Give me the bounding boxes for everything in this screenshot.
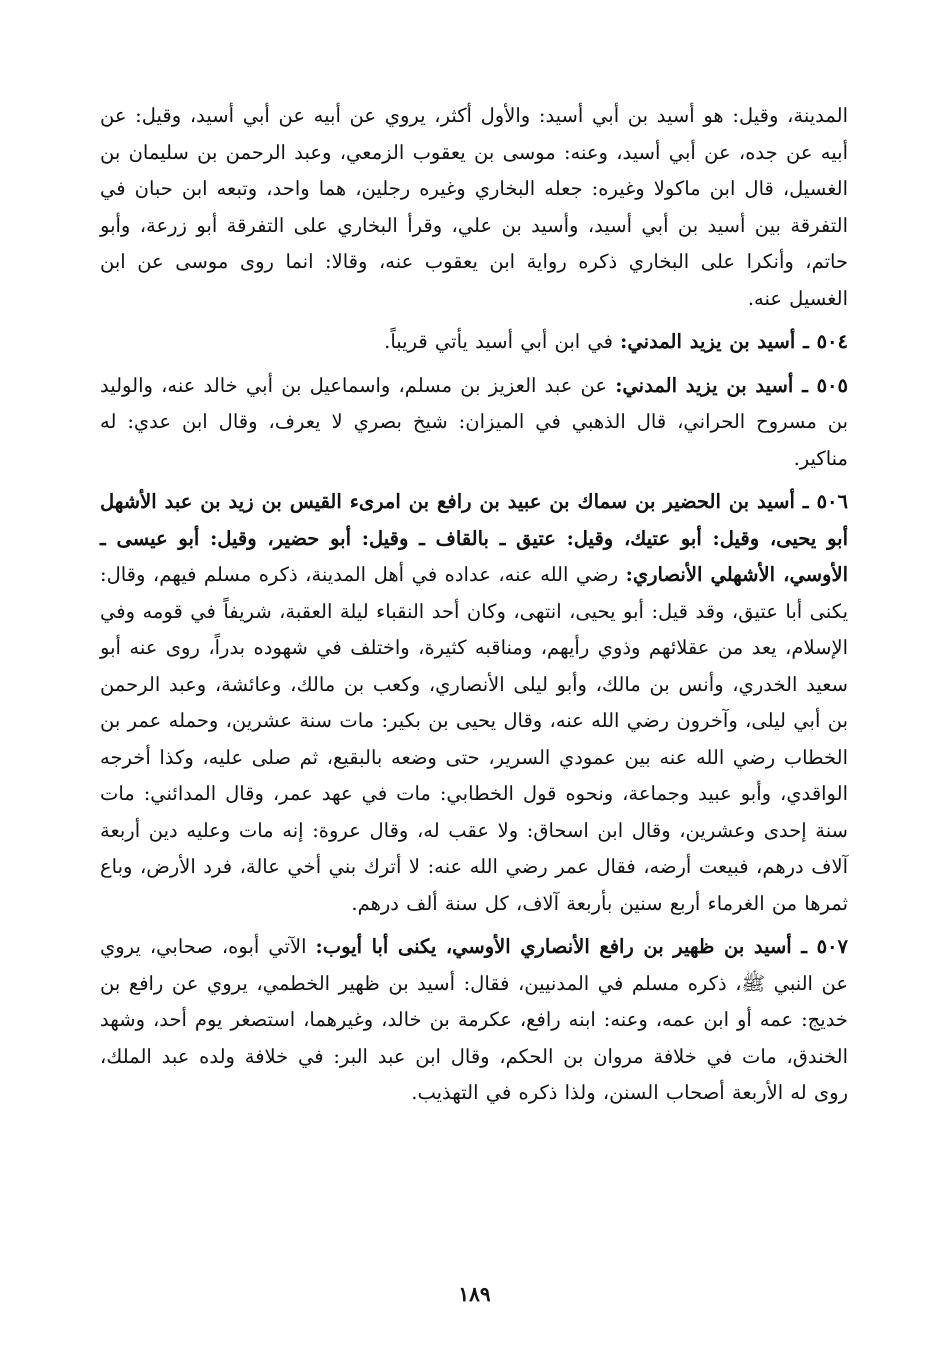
page-number: ١٨٩	[458, 1282, 491, 1306]
entry-506-text: رضي الله عنه، عداده في أهل المدينة، ذكره مسلم فيهم، وقال: يكنى أبا عتيق، وقد قيل: أبو يحيى، انتهى، وكان أحد النقباء ليلة العقبة، شريفاً في قومه وفي الإسلام، يعد من عقلائهم وذوي رأيهم، ومناقبه كثيرة، واختلف في شهوده بدراً، روى عنه أبو سعيد الخدري، وأنس بن مالك، وأبو ليلى الأنصاري، وكعب بن مالك، وعائشة، وعبد الرحمن بن أبي ليلى، وآخرون رضي الله عنه، وقال يحيى بن بكير: مات سنة عشرين، وحمله عمر بن الخطاب رضي الله عنه بين عمودي السرير، حتى وضعه بالبقيع، ثم صلى عليه، وكذا أخرجه الواقدي، وأبو عبيد وجماعة، ونحوه قول الخطابي: مات في عهد عمر، وقال المدائني: مات سنة إحدى وعشرين، وقال ابن اسحاق: ولا عقب له، وقال عروة: إنه مات وعليه دين أربعة آلاف درهم، فبيعت أرضه، فقال عمر رضي الله عنه: لا أترك بني أخي عالة، فرد الأرض، وباع ثمرها من الغرماء أربع سنين بأربعة آلاف، كل سنة ألف درهم.	[100, 563, 848, 915]
entry-504	[100, 324, 848, 361]
entry-505-heading: ٥٠٥ ـ أسيد بن يزيد المدني:	[615, 373, 848, 397]
entry-504-text: في ابن أبي أسيد يأتي قريباً.	[384, 330, 621, 353]
entry-506	[100, 484, 848, 922]
paragraph-text: المدينة، وقيل: هو أسيد بن أبي أسيد: والأول أكثر، يروي عن أبيه عن أبي أسيد، وقيل: عن أبيه عن جده، عن أبي أسيد، وعنه: موسى بن يعقوب الزمعي، وعبد الرحمن بن سليمان بن الغسيل، قال ابن ماكولا وغيره: جعله البخاري وغيره رجلين، هما واحد، وتبعه ابن حبان في التفرقة بين أسيد بن أبي أسيد، وأسيد بن علي، وقرأ البخاري على التفرقة أبو زرعة، وأبو حاتم، وأنكرا على البخاري ذكره رواية ابن يعقوب عنه، وقالا: انما روى موسى عن ابن الغسيل عنه.	[100, 104, 848, 310]
entry-505	[100, 368, 848, 478]
entry-504-heading: ٥٠٤ ـ أسيد بن يزيد المدني:	[620, 330, 848, 353]
entry-506-heading: ٥٠٦ ـ أسيد بن الحضير بن سماك بن عبيد بن رافع بن امرىء القيس بن زيد بن عبد الأشهل أبو يحيى، وقيل: أبو عتيك، وقيل: عتيق ـ بالقاف ـ وقيل: أبو حضير، وقيل: أبو عيسى ـ الأوسي، الأشهلي الأنصاري:	[100, 490, 848, 586]
entry-507	[100, 929, 848, 1112]
entry-505-text: عن عبد العزيز بن مسلم، واسماعيل بن أبي خالد عنه، والوليد بن مسروح الحراني، قال الذهبي في الميزان: شيخ بصري لا يعرف، وقال ابن عدي: له مناكير.	[100, 373, 848, 470]
page-content	[100, 98, 848, 1318]
paragraph-continuation	[100, 98, 848, 317]
entry-507-heading: ٥٠٧ ـ أسيد بن ظهير بن رافع الأنصاري الأوسي، يكنى أبا أيوب:	[315, 935, 848, 958]
entry-507-text: الآتي أبوه، صحابي، يروي عن النبي ﷺ، ذكره مسلم في المدنيين، فقال: أسيد بن ظهير الخطمي، يروي عن رافع بن خديج: عمه أو ابن عمه، وعنه: ابنه رافع، عكرمة بن خالد، وغيرهما، استصغر يوم أحد، وشهد الخندق، مات في خلافة مروان بن الحكم، وقال ابن عبد البر: في خلافة ولده عبد الملك، روى له الأربعة أصحاب السنن، ولذا ذكره في التهذيب.	[100, 935, 848, 1104]
